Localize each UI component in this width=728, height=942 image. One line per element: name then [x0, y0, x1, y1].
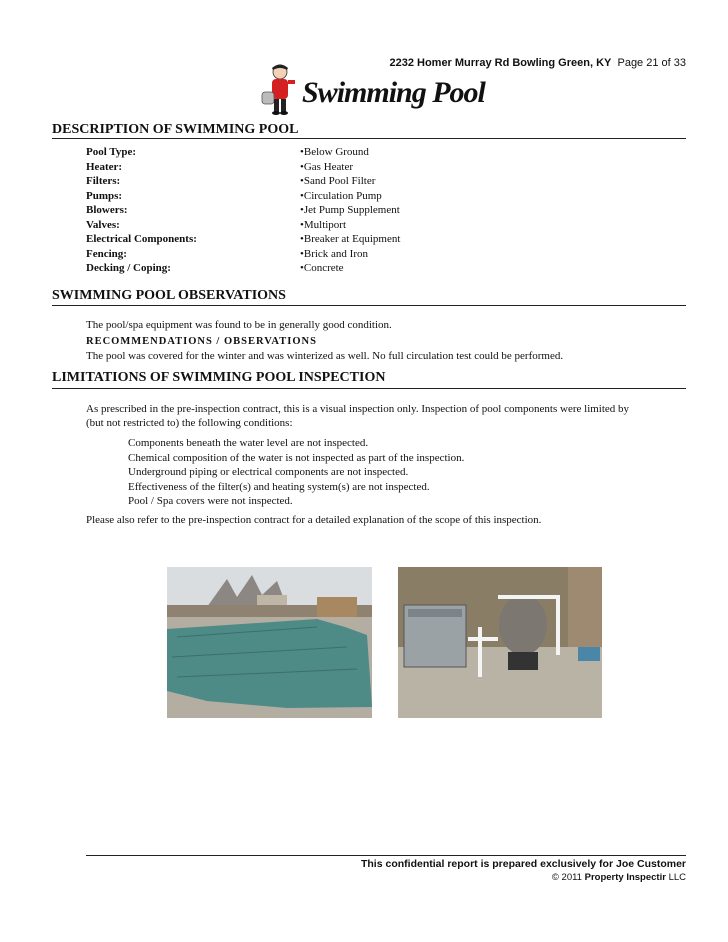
header-address: 2232 Homer Murray Rd Bowling Green, KY: [389, 57, 612, 69]
description-value: [300, 204, 400, 219]
bullet-icon: •: [300, 233, 304, 245]
description-label: Blowers:: [86, 204, 128, 216]
limitation-item: Pool / Spa covers were not inspected.: [128, 495, 293, 507]
description-row: [86, 262, 426, 277]
pool-equipment-photo: [398, 567, 602, 718]
description-label: Filters:: [86, 175, 121, 187]
bullet-icon: •: [300, 146, 304, 158]
description-label: Decking / Coping:: [86, 262, 171, 274]
limitations-intro-line2: (but not restricted to) the following conditions:: [86, 417, 293, 429]
footer-copyright: [552, 872, 686, 883]
description-value-text: Circulation Pump: [303, 189, 382, 202]
limitations-list: [128, 436, 464, 509]
copyright-year: © 2011: [551, 872, 582, 883]
section-title-description: DESCRIPTION OF SWIMMING POOL: [52, 122, 299, 137]
description-value: [300, 233, 400, 248]
bullet-icon: •: [300, 160, 304, 173]
description-row: [86, 204, 426, 219]
description-value-text: Gas Heater: [303, 160, 354, 173]
description-value: [300, 175, 375, 190]
description-value-text: Concrete: [303, 262, 344, 274]
description-value-text: Jet Pump Supplement: [303, 204, 400, 216]
limitation-item: Effectiveness of the filter(s) and heating system(s) are not inspected.: [128, 480, 430, 493]
description-value: [300, 146, 369, 161]
company-suffix: LLC: [668, 872, 686, 883]
description-value-text: Breaker at Equipment: [303, 233, 401, 245]
limitations-closing-text: Please also refer to the pre-inspection contract for a detailed explanation of the scope of this inspection.: [86, 514, 542, 526]
description-label: Heater:: [86, 160, 123, 173]
description-value: [300, 262, 344, 277]
limitation-item: Components beneath the water level are not inspected.: [128, 437, 369, 449]
pool-cover-photo: [167, 567, 372, 718]
section-divider: [52, 305, 686, 306]
description-value: [300, 219, 346, 234]
limitation-item: Underground piping or electrical components are not inspected.: [128, 466, 409, 478]
description-table: [86, 146, 426, 277]
mascot-logo-icon: [258, 62, 300, 116]
description-value-text: Multiport: [303, 218, 347, 231]
description-label: Pumps:: [86, 189, 123, 202]
section-title-limitations: LIMITATIONS OF SWIMMING POOL INSPECTION: [52, 370, 386, 385]
limitations-intro-line1: As prescribed in the pre-inspection contract, this is a visual inspection only. Inspection of pool components were limited by: [86, 403, 630, 415]
header-address-line: [389, 57, 686, 69]
description-row: [86, 190, 426, 205]
description-row: [86, 248, 426, 263]
recommendations-text: The pool was covered for the winter and was winterized as well. No full circulation test could be performed.: [86, 350, 564, 362]
bullet-icon: •: [300, 247, 304, 260]
bullet-icon: •: [300, 175, 304, 187]
footer-divider: [86, 855, 686, 856]
description-label: Valves:: [86, 218, 120, 231]
description-value: [300, 190, 382, 205]
bullet-icon: •: [300, 189, 304, 202]
page-title: Swimming Pool: [302, 76, 485, 109]
company-name: Property Inspectir: [584, 872, 666, 883]
description-row: [86, 146, 426, 161]
bullet-icon: •: [300, 204, 304, 216]
description-value-text: Sand Pool Filter: [303, 175, 376, 187]
recommendations-heading: RECOMMENDATIONS / OBSERVATIONS: [86, 336, 317, 347]
section-title-observations: SWIMMING POOL OBSERVATIONS: [52, 288, 286, 303]
bullet-icon: •: [300, 218, 304, 231]
page-number: Page 21 of 33: [617, 57, 686, 69]
description-row: [86, 219, 426, 234]
description-value: [300, 248, 368, 263]
bullet-icon: •: [300, 262, 304, 274]
section-divider: [52, 138, 686, 139]
limitation-item: Chemical composition of the water is not inspected as part of the inspection.: [128, 451, 465, 464]
description-value: [300, 161, 353, 176]
description-row: [86, 175, 426, 190]
description-value-text: Brick and Iron: [303, 247, 369, 260]
description-label: Fencing:: [86, 247, 127, 260]
footer-confidential-note: This confidential report is prepared exclusively for Joe Customer: [360, 858, 686, 870]
section-divider: [52, 388, 686, 389]
description-label: Electrical Components:: [86, 233, 197, 245]
description-value-text: Below Ground: [303, 146, 369, 158]
description-label: Pool Type:: [86, 146, 137, 158]
observations-text: The pool/spa equipment was found to be in generally good condition.: [86, 319, 392, 331]
description-row: [86, 161, 426, 176]
description-row: [86, 233, 426, 248]
